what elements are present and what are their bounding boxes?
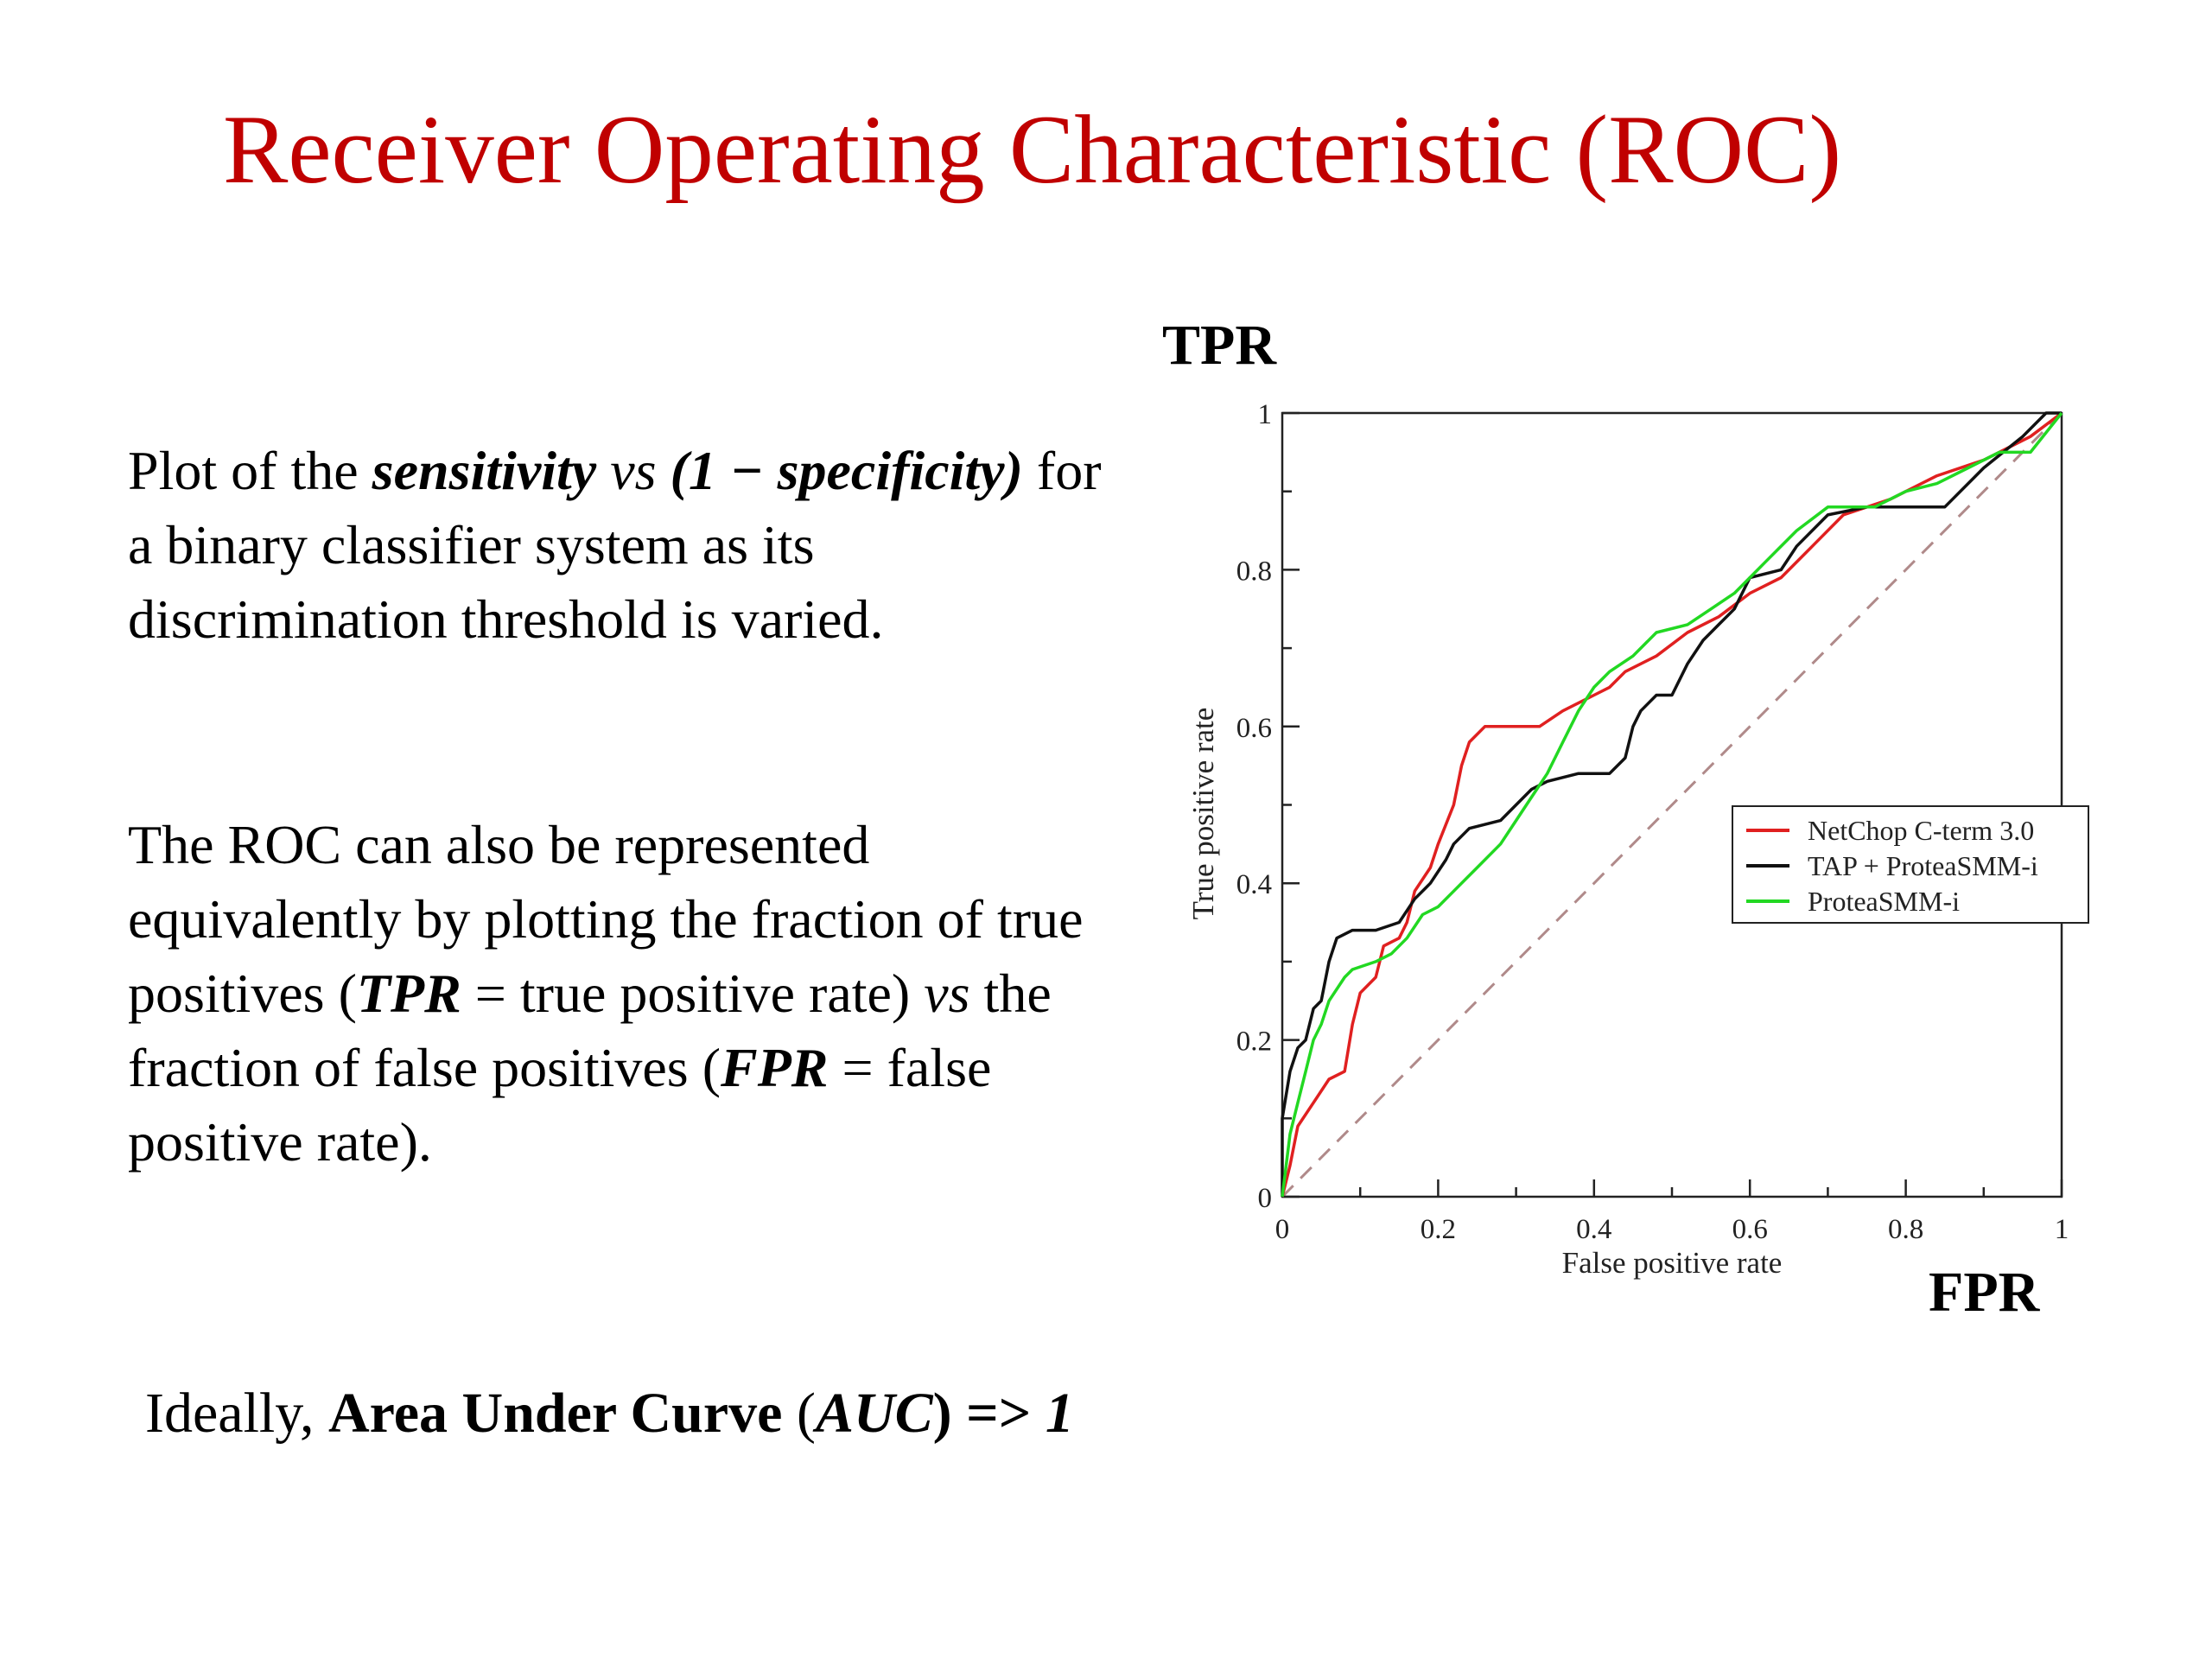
y-axis-label: True positive rate: [1186, 707, 1220, 920]
tpr-axis-label: TPR: [1162, 314, 1276, 377]
x-tick-label: 1: [2054, 1214, 2069, 1245]
y-tick-label: 0.8: [1236, 556, 1272, 588]
p2-text-3: the fraction of false positives (: [128, 963, 1052, 1098]
p1-vs: vs: [596, 440, 671, 501]
auc-area-under-curve: Area Under Curve: [327, 1382, 783, 1445]
auc-text-1: Ideally,: [145, 1382, 328, 1445]
y-tick-label: 0: [1257, 1183, 1272, 1214]
auc-paren-open: (: [782, 1382, 816, 1445]
p1-text-1: Plot of the: [128, 440, 372, 501]
p2-tpr: TPR: [356, 963, 461, 1024]
x-tick-label: 0.8: [1887, 1214, 1924, 1245]
y-tick-label: 0.4: [1236, 869, 1272, 901]
x-tick-label: 0.2: [1420, 1214, 1457, 1245]
auc-arrow: ) =>: [932, 1382, 1046, 1445]
diagonal-reference-line: [1282, 413, 2062, 1197]
auc-one: 1: [1045, 1382, 1074, 1445]
auc-abbrev: AUC: [815, 1382, 933, 1445]
x-tick-label: 0: [1274, 1214, 1290, 1245]
p1-sensitivity: sensitivity: [372, 440, 597, 501]
x-axis-label: False positive rate: [1561, 1246, 1783, 1280]
legend-label: ProteaSMM-i: [1808, 886, 1960, 917]
y-tick-label: 1: [1257, 399, 1272, 430]
p1-one-minus-specificity: (1 − specificity): [670, 440, 1023, 501]
slide-title: Receiver Operating Characteristic (ROC): [223, 96, 1842, 204]
x-tick-label: 0.4: [1576, 1214, 1612, 1245]
p2-text-1: The ROC can also be represented equivalently by plotting the fraction of true positives (: [128, 814, 1084, 1024]
y-tick-label: 0.2: [1236, 1026, 1272, 1058]
p2-text-4: = false positive rate).: [128, 1037, 992, 1173]
p1-text-2: for a binary classifier system as its discrimination threshold is varied.: [128, 440, 1102, 650]
plot-area: [1186, 399, 2088, 1280]
p2-fpr: FPR: [721, 1037, 829, 1098]
y-tick-label: 0.6: [1236, 712, 1272, 744]
p2-text-2: = true positive rate): [461, 963, 925, 1024]
legend-label: NetChop C-term 3.0: [1808, 815, 2035, 846]
legend-label: TAP + ProteaSMM-i: [1808, 850, 2038, 881]
x-tick-label: 0.6: [1732, 1214, 1768, 1245]
fpr-axis-label: FPR: [1929, 1261, 2040, 1324]
p2-vs: vs: [924, 963, 970, 1024]
